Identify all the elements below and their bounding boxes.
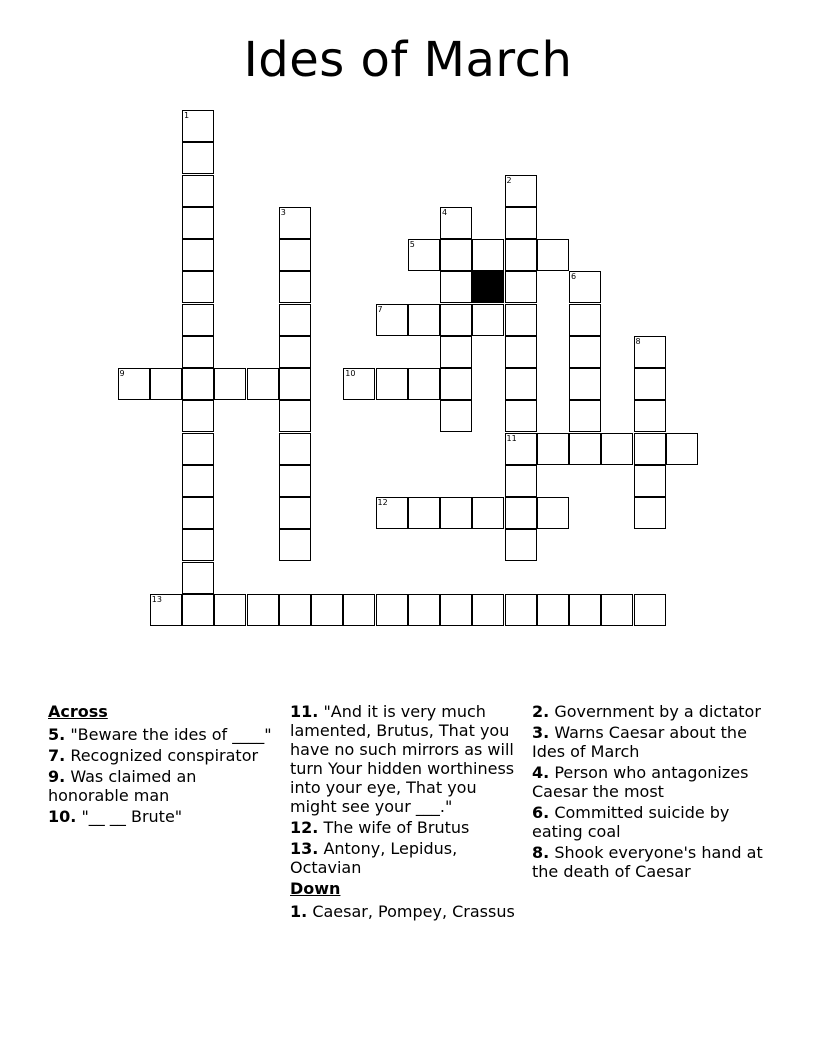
grid-cell[interactable] xyxy=(666,433,698,465)
clue-number: 3 xyxy=(280,207,286,217)
grid-cell[interactable] xyxy=(279,433,311,465)
clue-number: 10 xyxy=(345,369,356,378)
grid-cell[interactable] xyxy=(150,368,182,400)
grid-cell[interactable] xyxy=(182,207,214,239)
page-title: Ides of March xyxy=(243,32,573,88)
grid-cell[interactable] xyxy=(440,207,472,239)
grid-cell[interactable] xyxy=(376,594,408,626)
grid-cell[interactable] xyxy=(505,368,537,400)
grid-cell[interactable] xyxy=(505,207,537,239)
grid-cell[interactable] xyxy=(634,400,666,432)
grid-cell[interactable] xyxy=(182,368,214,400)
grid-cell[interactable] xyxy=(182,400,214,432)
clue-column-1 xyxy=(48,702,278,828)
grid-cell[interactable] xyxy=(537,239,569,271)
grid-cell[interactable] xyxy=(279,304,311,336)
black-square xyxy=(472,271,504,303)
grid-cell[interactable] xyxy=(472,594,504,626)
clue-across-7: 7. Recognized conspirator xyxy=(48,746,259,765)
grid-cell[interactable] xyxy=(569,336,601,368)
grid-cell[interactable] xyxy=(182,304,214,336)
grid-cell[interactable] xyxy=(440,271,472,303)
grid-cell[interactable] xyxy=(279,336,311,368)
grid-cell[interactable] xyxy=(182,142,214,174)
clue-across-10: 10. "__ __ Brute" xyxy=(48,807,183,826)
clue-number: 1 xyxy=(184,111,190,120)
grid-cell[interactable] xyxy=(279,239,311,271)
clue-down-6: 6. Committed suicide by eating coal xyxy=(532,803,730,841)
grid-cell[interactable] xyxy=(634,433,666,465)
clue-number: 9 xyxy=(119,369,125,378)
clue-down-2: 2. Government by a dictator xyxy=(532,702,761,721)
grid-cell[interactable] xyxy=(569,271,601,303)
grid-cell[interactable] xyxy=(569,433,601,465)
grid-cell[interactable] xyxy=(279,465,311,497)
grid-cell[interactable] xyxy=(440,304,472,336)
grid-cell[interactable] xyxy=(408,368,440,400)
grid-cell[interactable] xyxy=(537,433,569,465)
grid-cell[interactable] xyxy=(634,497,666,529)
grid-cell[interactable] xyxy=(376,304,408,336)
grid-cell[interactable] xyxy=(505,175,537,207)
grid-cell[interactable] xyxy=(505,271,537,303)
grid-cell[interactable] xyxy=(537,497,569,529)
grid-cell[interactable] xyxy=(569,594,601,626)
clue-across-13: 13. Antony, Lepidus, Octavian xyxy=(290,839,458,877)
grid-cell[interactable] xyxy=(182,562,214,594)
clue-column-3 xyxy=(532,702,772,883)
clue-number: 7 xyxy=(377,304,383,314)
grid-cell[interactable] xyxy=(634,368,666,400)
grid-cell[interactable] xyxy=(214,368,246,400)
clue-number: 5 xyxy=(409,240,415,249)
clue-across-5: 5. "Beware the ides of ____" xyxy=(48,725,272,744)
grid-cell[interactable] xyxy=(279,271,311,303)
grid-cell[interactable] xyxy=(408,304,440,336)
grid-cell[interactable] xyxy=(505,465,537,497)
grid-cell[interactable] xyxy=(634,594,666,626)
clue-number: 13 xyxy=(151,594,162,604)
grid-cell[interactable] xyxy=(440,497,472,529)
clue-across-12: 12. The wife of Brutus xyxy=(290,818,470,837)
grid-cell[interactable] xyxy=(311,594,343,626)
grid-cell[interactable] xyxy=(505,497,537,529)
grid-cell[interactable] xyxy=(376,368,408,400)
grid-cell[interactable] xyxy=(601,594,633,626)
clue-number: 12 xyxy=(377,498,388,507)
grid-cell[interactable] xyxy=(182,465,214,497)
grid-cell[interactable] xyxy=(279,594,311,626)
grid-cell[interactable] xyxy=(182,239,214,271)
grid-cell[interactable] xyxy=(150,594,182,626)
clue-down-4: 4. Person who antagonizes Caesar the most xyxy=(532,763,749,801)
clue-across-11: 11. "And it is very much lamented, Brutus, That you have no such mirrors as will turn Your hidden worthiness into your eye, That you might see your ___." xyxy=(290,702,515,816)
grid-cell[interactable] xyxy=(182,175,214,207)
grid-cell[interactable] xyxy=(408,594,440,626)
grid-cell[interactable] xyxy=(537,594,569,626)
grid-cell[interactable] xyxy=(505,400,537,432)
grid-cell[interactable] xyxy=(343,594,375,626)
down-heading: Down xyxy=(290,879,341,898)
across-heading: Across xyxy=(48,702,108,721)
grid-cell[interactable] xyxy=(601,433,633,465)
clue-number: 8 xyxy=(635,336,641,346)
grid-cell[interactable] xyxy=(279,368,311,400)
grid-cell[interactable] xyxy=(182,594,214,626)
grid-cell[interactable] xyxy=(279,529,311,561)
grid-cell[interactable] xyxy=(247,594,279,626)
grid-cell[interactable] xyxy=(505,594,537,626)
grid-cell[interactable] xyxy=(343,368,375,400)
clue-number: 4 xyxy=(442,207,448,217)
grid-cell[interactable] xyxy=(569,400,601,432)
grid-cell[interactable] xyxy=(505,336,537,368)
grid-cell[interactable] xyxy=(408,497,440,529)
grid-cell[interactable] xyxy=(214,594,246,626)
grid-cell[interactable] xyxy=(182,110,214,142)
clue-down-8: 8. Shook everyone's hand at the death of Caesar xyxy=(532,843,763,881)
grid-cell[interactable] xyxy=(634,336,666,368)
grid-cell[interactable] xyxy=(118,368,150,400)
clue-number: 11 xyxy=(506,433,517,443)
grid-cell[interactable] xyxy=(472,497,504,529)
grid-cell[interactable] xyxy=(182,529,214,561)
clue-number: 2 xyxy=(506,175,512,185)
grid-cell[interactable] xyxy=(569,368,601,400)
grid-cell[interactable] xyxy=(440,400,472,432)
clue-across-9: 9. Was claimed an honorable man xyxy=(48,767,197,805)
clue-down-1: 1. Caesar, Pompey, Crassus xyxy=(290,902,515,921)
grid-cell[interactable] xyxy=(505,239,537,271)
grid-cell[interactable] xyxy=(569,304,601,336)
grid-cell[interactable] xyxy=(408,239,440,271)
grid-cell[interactable] xyxy=(182,336,214,368)
grid-cell[interactable] xyxy=(440,239,472,271)
grid-cell[interactable] xyxy=(279,207,311,239)
grid-cell[interactable] xyxy=(505,529,537,561)
grid-cell[interactable] xyxy=(376,497,408,529)
grid-cell[interactable] xyxy=(182,497,214,529)
grid-cell[interactable] xyxy=(440,368,472,400)
clue-down-3: 3. Warns Caesar about the Ides of March xyxy=(532,723,747,761)
grid-cell[interactable] xyxy=(247,368,279,400)
grid-cell[interactable] xyxy=(472,239,504,271)
grid-cell[interactable] xyxy=(505,433,537,465)
grid-cell[interactable] xyxy=(634,465,666,497)
grid-cell[interactable] xyxy=(505,304,537,336)
clue-column-2 xyxy=(290,702,522,923)
clue-number: 6 xyxy=(571,272,577,282)
grid-cell[interactable] xyxy=(472,304,504,336)
grid-cell[interactable] xyxy=(440,336,472,368)
grid-cell[interactable] xyxy=(279,400,311,432)
grid-cell[interactable] xyxy=(279,497,311,529)
grid-cell[interactable] xyxy=(182,433,214,465)
grid-cell[interactable] xyxy=(182,271,214,303)
grid-cell[interactable] xyxy=(440,594,472,626)
